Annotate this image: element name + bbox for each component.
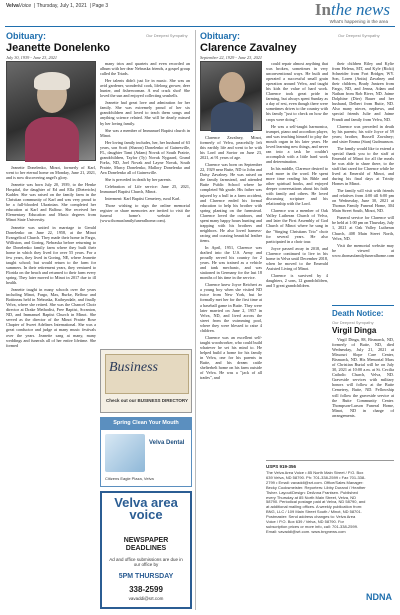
obit-right-para: their children Riley and Kylie from Helena, MT, and Kyle (Ricki) Schneider from Fort Bridger, WY. Son, Loren (Anita) Zavalney and their children, Brady Jantzen from Fargo, ND, and Jenna, Adam and Nathan from Rob River, ND. Jaime Dolphine (Dier) Bauer and her husband, Delbert from Butte, ND. Also many nieces, nephews, and special friends Julie and Jaime Frandi and family from Velva, ND. [332,61,394,122]
obit-right-para: In April, 1951, Clarence was drafted into the U.S. Army and proudly served his country for 2 years. He was trained as a vehicle and tank mechanic, and was stationed in Germany for the last 18 months of his time in the service. [200,244,262,281]
dental-ad-name: Velva Dental [149,440,185,446]
obit-left-col2 [100,61,190,346]
obit-left-para: She was a member of Immanuel Baptist church in Minot. [100,127,190,138]
death-notice-para: Virgil Dinga, 88, Bismarck, ND, formerly of Butte, ND, died Wednesday, July 21, 2021 at Missouri Slope Care Center, Bismarck, ND. His Memorial Mass of Christian Burial will be on July 30, 2021 at 10:00 a.m. at St. Cecilia Catholic Church, Velva, ND. Graveside services with military honors will follow at the Butte Cemetery, Butte, ND. Fellowship will follow the graveside service at the Butte Community Center. Thompson-Larson Funeral Home, Minot, ND in charge of arrangements. [332,337,394,418]
obit-right-para: Clarence was a member of Oak Valley Lutheran Church of Velva, and later the First Assembly of God Church of Minot where he sang in the "Singing Christians Trio" choir for several years. He also participated in a choir tour. [266,208,328,244]
death-notice-label: Death Notice: [332,309,384,318]
obit-left-para: Jeanette had great love and admiration for her family. She was extremely proud of her six grandchildren and loved to teach them songs and anything science related. She will be dearly missed by her loving family. [100,100,190,126]
deadline-email: vavaddi@srt.com [128,596,164,601]
page-number: Page 3 [92,3,109,9]
obit-right-para: Clarence knew Joyce Reichert as a young boy when she visited ND twice from New York, but he formally met her for the first time at a baseball game in Butte. They were later married on June 2, 1957 in Velva, ND, and lived across the street from the swimming pool, where they were blessed to raise 4 children. [200,282,262,333]
paper-voice: Voice [18,3,32,9]
obit-sub-right: Our Deepest Sympathy [338,33,380,38]
death-notice-sub: Our Deepest Sympathy [332,320,374,325]
section-logo [315,0,390,20]
obit-left-para: Jeanette Donelenko, Minot, formerly of Karl, went to her eternal home on Monday, June 21, 2021, and is now discovering angel's glory. [6,165,96,181]
obit-right-para: Clarence was born on September 22, 1929 near Butte, ND to John and Daisy Zavalney. He was raised on the family farmstead, and attended Butte Public School where he completed 9th grade. His father was injured by a bull in a farm accident, and Clarence ended his formal education to help his brother with spring planting on the farmstead. Clarence loved the outdoors, and spent many happy hours hunting and trapping with his brothers and neighbors. He also loved harness-racing and coaxing beautiful leather items. [200,162,262,243]
obit-left-col1 [6,165,96,605]
dental-ad-info: Citizens Eagle Plaza, Velva [105,476,154,481]
obit-left-para: Her talents didn't just lie in music. She was an avid gardener, wonderful cook, lifelong grower, deer hunter, and fisherwoman. A real crack shot! She loved the sun and enjoyed collecting seashells. [100,78,190,99]
dental-ad[interactable] [100,417,192,487]
obit-name-right: Clarence Zavalney [200,42,297,54]
obit-left-para: Interment: Karl Baptist Cemetery, rural Karl. [105,196,181,202]
obit-name-left: Jeanette Donelenko [6,42,110,54]
deadlines-heading: NEWSPAPER DEADLINES [123,537,169,552]
column-divider [195,30,196,610]
death-notice-rule [332,305,394,306]
obit-right-col3 [332,61,394,301]
obit-right-para: Visit the memorial website may be viewed at www.thomasfamilyfuneralhome.com [332,242,394,258]
obit-right-col1 [200,135,262,610]
obit-right-para: In his middle, Clarence desired to read more in the word. He spent more time reading his Bible and other spiritual books, and enjoyed deeper conversations about his faith with family and others. He loved discussing scripture and his relationship with the Lord. [266,165,328,207]
obit-left-para: Celebration of Life service: June 25, 2021, Immanuel Baptist Church, Minot. [100,184,190,195]
obit-right-para: The family will visit with friends and relatives from 4:00 till 6:00 pm on Wednesday, June 30, 2021 at Thomas Family Funeral Home, 304 Main Street South, Minot, ND. [332,188,394,214]
business-ad-sub: Check out our BUSINESS DIRECTORY [105,398,188,403]
obit-photo-left [6,61,96,161]
obit-left-para: Her loving family includes, her, her husband of 63 years, son Scott (Sharon) Donelenko of Gainesville, FL, daughter Tami (Adam) Novak of South Prairie, grandchildren, Taylor (Ty) Novak Nygaard, Grand Forks, ND, Joel Novak and Layne Novak, South Prairie, Marcy Donelenko, Mallory Donelenko and Ava Donelenko all of Gainesville. [100,139,190,175]
obit-right-para: Joyce passed away in 2018, and Clarence continued to live in his home in Velva until December 2018, when he moved to the Emerald Assisted Living of Minot. [266,245,328,271]
obit-right-para: could repair almost anything that was broken, sometimes in very unconventional ways. He built and operated a successful small grain operation around Velva, and taught his kids the value of hard work. Clarence took great pride in farming, but always spent Sunday as a day of rest, even though there were sometimes drives to the country with his family "just to check on how the crops were doing". [266,61,328,122]
business-ad-title: Business [109,360,158,375]
obit-photo-right [200,61,262,131]
issue-date: Thursday, July 1, 2021 [36,3,87,9]
obit-sub-left: Our Deepest Sympathy [146,33,188,38]
obit-left-para: She is preceded in death by her parents. [105,176,172,182]
obit-right-para: Clarence was an excellent self-taught woodworker, who could build whatever he set his mind to. He helped build a home for his family in Velva, one for his parents in Butte, and his dream cattle shelterbelt home on his farm outside of Velva. He was a "jack of all trades", and [200,334,262,381]
velva-area-voice-logo: Velva area voice [114,495,178,522]
deadlines-ad [100,491,192,609]
obit-left-para: Jeanette taught in many schools over the years including Minot, Fargo, Max, Burke, Belfour and Bottineau held in Nebraska, Kathryndale, and finally Velva, where she retired. She was the Chancel Choir director at Drake Methodist, Free Baptist, Scranton, ND, and Immanuel Baptist Church in Minot. She served as the director of the Minot Prairie Rose Chapter of Sweet Adelines International. She was a great conductor and judge at many music festivals over the years. Jeanette sang at many, many weddings and funerals all of her entire lifetime. She formed [6,287,96,348]
tagline: What's happening in the area [329,19,388,24]
usps-text: The Velva Area Voice • 85 North Main Street / P.O. Box 639 Velva, ND 58790. Ph: 701-338-2599 • Fax 701-338-2799 • Email: vavaddi@srt.com. Office/Sales Manager: Becky Cooksmeister. Reporters: Libby Durand / Heather Tisher. Layout/Design: DeAnna Frantsen. Published every Thursday at 85 North Main Street, Velva, ND 58790. Periodical postage paid at Velva, ND 58790, and at additional mailing offices. A weekly publication from: BNG, LLC / 109 Main Street South / Minot, ND 58701. Postmaster: Send address changes to: Velva Area Voice / P.O. Box 639 / Velva, ND 58790. For subscription prices or more info, call: 701-338-2599. Email: vavaddi@srt.com. www.bngnews.com [266,471,366,534]
masthead-left: VelvaVoice | Thursday, July 1, 2021 | Page 3 [6,3,109,9]
deadlines-text: Ad and office submissions are due in our office by [109,557,183,567]
obit-right-para: He was a self-taught harmonica, trumpet, piano and accordion player, and was teaching himself to play the mouth organ in his later years. He loved learning new things, and never ran into a task he couldn't accomplish with a little hard work and determination. [266,123,328,164]
business-directory-ad[interactable] [100,349,192,413]
ndna-logo: NDNA [366,592,392,602]
obit-left-para: Those wishing to sign the online memorial register or share memories are invited to visit the funeral home's website at (www.thomasfamilyfuneralhome.com). [100,203,190,224]
usps-box [266,460,394,610]
usps-number: USPS 919-356 [266,464,297,469]
obit-right-para: Clarence is survived by 4 daughters, 2 sons, 12 grandchildren, and 5 great grandchildren. [266,272,328,288]
section-logo-in: In [314,0,331,19]
masthead-rule [5,26,395,27]
obit-dates-right: September 22, 1929 - June 23, 2021 [200,55,263,60]
obit-label-right: Obituary: [200,31,241,41]
obit-left-para: many trios and quartets and even recorded an album with her dear Nebraska friends, a gospel group called the Triads. [100,61,190,77]
obit-dates-left: July 30, 1939 - June 23, 2021 [6,55,58,60]
obit-label-left: Obituary: [6,31,47,41]
obit-left-para: Jeanette was born July 20, 1939, to the Henke Hospital, the daughter of Ed and Ella (Dieterichs) Kadder. She was raised on the family farm in the Christian community of Karl and was very proud to be a full-blooded Ukrainian. She completed her education at Karl and Balfour. She received her Elementary Education and Music degrees from Minot State University. [6,182,96,223]
death-notice-name: Virgil Dinga [332,326,377,335]
obit-right-para: The family would like to extend a special thank you to the staff at Emerald of Minot for all the meals he was able to share there, to the staff that cared for Clarence while he lived at Emerald of Minot, and during his final days at Trinity Homes in Minot. [332,145,394,187]
deadline-phone: 338-2599 [129,585,163,594]
obit-left-para: Jeanette was united in marriage to Gerald Donelenko on June 22, 1958, at the Minot Evangelical Church. They made their home in Fargo, Williston, and Goring, Nebraska before returning to the Donelenko family farm where they built their home in which they lived for over 55 years. For a few years, they lived in Goring, NE, where Jeanette taught school; but would return to the farm for summers. In their retirement years, they ventured to Florida on the beach and returned to their farm every spring. They later moved to Minot in 2017 due to ill health. [6,224,96,286]
paper-name: Velva [6,3,19,9]
section-logo-news: the news [330,0,390,19]
dental-ad-headline: Spring Clean Your Mouth [113,420,179,426]
obit-right-para: Clarence was preceded in death by his parents; his wife Joyce of 59 years; brother, Russell Zavalney; and sister Emma (Stan) Gudmunson. [332,123,394,144]
deadline-time: 5PM THURSDAY [118,573,174,580]
obit-right-para: Funeral service for Clarence will be held at 1:00 pm on Thursday, July 1, 2021 at Oak Valley Lutheran Church, 408 Main Street North, Velva, ND. [332,215,394,241]
obit-right-para: Clarence Zavalney, Minot, formerly of Velva, peacefully left this earthly life and went to be with his Lord and Savior on June 23, 2021, at 91 years of age. [200,135,262,161]
death-notice-text [332,337,394,457]
